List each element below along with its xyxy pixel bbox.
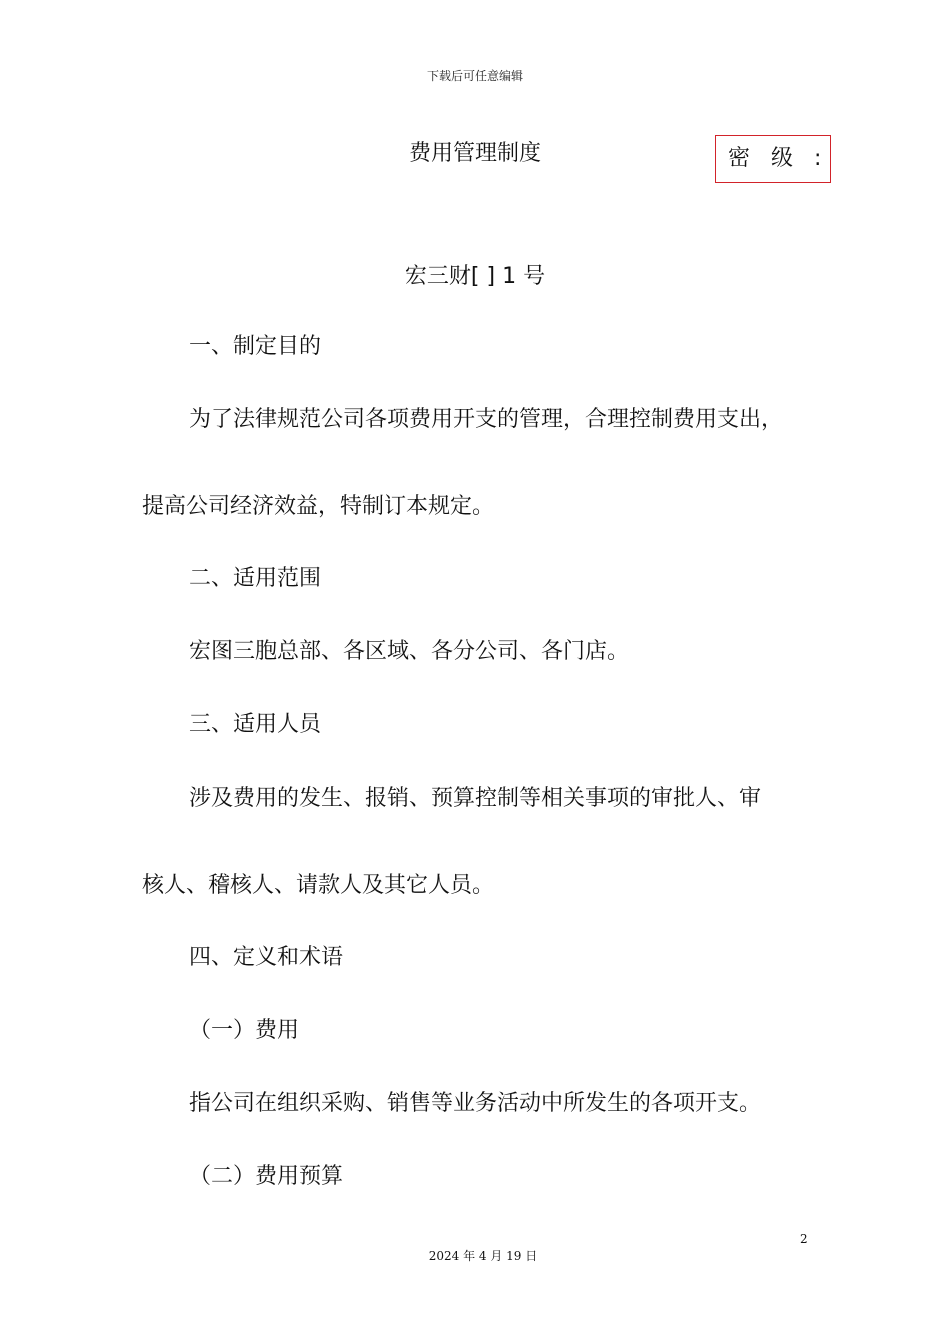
subsection-heading: （二）费用预算 bbox=[189, 1164, 344, 1189]
document-number: 宏三财[ ] 1 号 bbox=[404, 264, 546, 289]
page-number: 2 bbox=[800, 1232, 808, 1246]
paragraph-line: 涉及费用的发生、报销、预算控制等相关事项的审批人、审 bbox=[189, 786, 762, 811]
page-header-note: 下载后可任意编辑 bbox=[426, 69, 523, 83]
paragraph-line: 指公司在组织采购、销售等业务活动中所发生的各项开支。 bbox=[189, 1091, 762, 1116]
section-heading: 三、适用人员 bbox=[189, 712, 322, 737]
section-heading: 一、制定目的 bbox=[189, 334, 322, 359]
secret-level-box: 密 级 : bbox=[715, 135, 831, 183]
paragraph-line: 为了法律规范公司各项费用开支的管理，合理控制费用支出， bbox=[189, 407, 784, 432]
footer-date: 2024 年 4 月 19 日 bbox=[428, 1249, 538, 1263]
paragraph-line: 核人、稽核人、请款人及其它人员。 bbox=[142, 873, 495, 898]
subsection-heading: （一）费用 bbox=[189, 1018, 300, 1043]
section-heading: 四、定义和术语 bbox=[189, 945, 344, 970]
section-heading: 二、适用范围 bbox=[189, 566, 322, 591]
paragraph-line: 提高公司经济效益，特制订本规定。 bbox=[142, 494, 495, 519]
paragraph-line: 宏图三胞总部、各区域、各分公司、各门店。 bbox=[189, 639, 630, 664]
document-title: 费用管理制度 bbox=[408, 141, 541, 166]
